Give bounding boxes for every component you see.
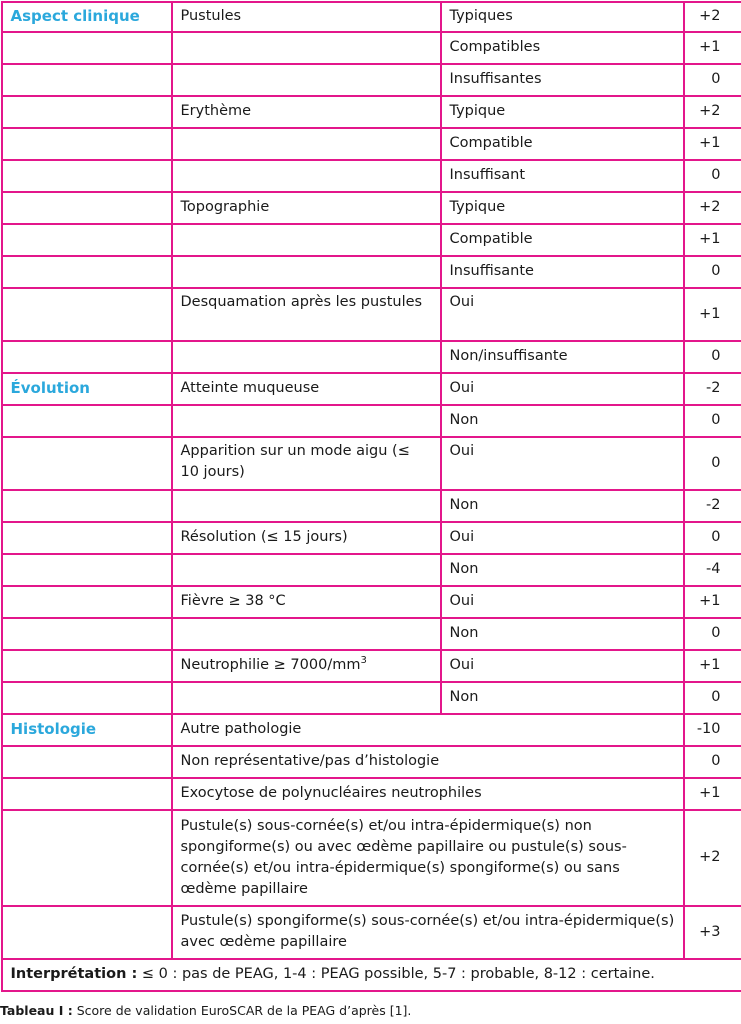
table-row [2, 714, 741, 746]
points-cell: 0 [684, 437, 741, 490]
histology-criterion-cell: Pustule(s) spongiforme(s) sous-cornée(s) et/ou intra-épidermique(s) avec œdème papillaire [172, 906, 684, 959]
points-cell: +2 [684, 810, 741, 906]
section-cell [2, 96, 172, 128]
caption-text: Score de validation EuroSCAR de la PEAG d’après [1]. [72, 1003, 412, 1018]
section-cell: Évolution [2, 373, 172, 405]
criterion-cell [172, 160, 441, 192]
points-cell: 0 [684, 522, 741, 554]
response-cell: Typiques [441, 2, 684, 32]
table-row [2, 906, 741, 959]
table-row [2, 405, 741, 437]
section-cell [2, 437, 172, 490]
section-cell [2, 778, 172, 810]
points-cell: +1 [684, 224, 741, 256]
section-cell [2, 405, 172, 437]
response-cell: Insuffisantes [441, 64, 684, 96]
points-cell: +1 [684, 32, 741, 64]
response-cell: Non [441, 554, 684, 586]
table-row [2, 256, 741, 288]
interpretation-cell [2, 959, 741, 991]
superscript-exponent: 3 [360, 655, 367, 667]
response-cell: Typique [441, 192, 684, 224]
response-cell: Oui [441, 288, 684, 341]
response-cell: Oui [441, 373, 684, 405]
section-cell [2, 32, 172, 64]
table-row [2, 128, 741, 160]
table-row [2, 288, 741, 341]
points-cell: 0 [684, 256, 741, 288]
section-cell: Aspect clinique [2, 2, 172, 32]
points-cell: -10 [684, 714, 741, 746]
criterion-cell [172, 341, 441, 373]
criterion-cell: Erythème [172, 96, 441, 128]
section-cell [2, 341, 172, 373]
section-cell [2, 746, 172, 778]
response-cell: Typique [441, 96, 684, 128]
table-row [2, 2, 741, 32]
table-caption [0, 1003, 411, 1018]
points-cell: -4 [684, 554, 741, 586]
response-cell: Insuffisant [441, 160, 684, 192]
section-cell [2, 618, 172, 650]
points-cell: +3 [684, 906, 741, 959]
criterion-cell: Topographie [172, 192, 441, 224]
table-row [2, 341, 741, 373]
table-row [2, 160, 741, 192]
response-cell: Non/insuffisante [441, 341, 684, 373]
table-row [2, 96, 741, 128]
section-cell [2, 224, 172, 256]
section-cell [2, 288, 172, 341]
section-cell [2, 256, 172, 288]
points-cell: 0 [684, 64, 741, 96]
points-cell: 0 [684, 746, 741, 778]
histology-criterion-cell: Pustule(s) sous-cornée(s) et/ou intra-épidermique(s) non spongiforme(s) ou avec œdème papillaire ou pustule(s) sous-cornée(s) et/ou intra-épidermique(s) spongiforme(s) ou sans œdème papillaire [172, 810, 684, 906]
points-cell: -2 [684, 373, 741, 405]
interpretation-label: Interprétation : [10, 966, 138, 982]
criterion-cell: Neutrophilie ≥ $7000/mm^3$ [172, 650, 441, 682]
points-cell: +1 [684, 650, 741, 682]
criterion-cell [172, 490, 441, 522]
section-cell [2, 64, 172, 96]
criterion-cell: Fièvre ≥ 38 °C [172, 586, 441, 618]
table-row [2, 554, 741, 586]
table-row [2, 746, 741, 778]
points-cell: 0 [684, 682, 741, 714]
caption-label: Tableau I : [0, 1003, 73, 1018]
table-row [2, 586, 741, 618]
points-cell: -2 [684, 490, 741, 522]
response-cell: Non [441, 618, 684, 650]
response-cell: Non [441, 490, 684, 522]
criterion-cell [172, 64, 441, 96]
table-row [2, 64, 741, 96]
table-row [2, 437, 741, 490]
section-cell [2, 586, 172, 618]
section-cell [2, 490, 172, 522]
interpretation-text: ≤ 0 : pas de PEAG, 1-4 : PEAG possible, 5-7 : probable, 8-12 : certaine. [137, 966, 655, 982]
points-cell: +1 [684, 128, 741, 160]
criterion-cell: Apparition sur un mode aigu (≤ 10 jours) [172, 437, 441, 490]
response-cell: Oui [441, 650, 684, 682]
table-row [2, 224, 741, 256]
table-row [2, 682, 741, 714]
interpretation-row [2, 959, 741, 991]
histology-criterion-cell: Exocytose de polynucléaires neutrophiles [172, 778, 684, 810]
table-row [2, 618, 741, 650]
table-row [2, 650, 741, 682]
points-cell: +2 [684, 2, 741, 32]
table-row [2, 373, 741, 405]
response-cell: Compatible [441, 128, 684, 160]
points-cell: 0 [684, 341, 741, 373]
response-cell: Non [441, 682, 684, 714]
criterion-cell: Résolution (≤ 15 jours) [172, 522, 441, 554]
criterion-cell [172, 32, 441, 64]
score-table-body [2, 2, 741, 991]
table-row [2, 192, 741, 224]
criterion-cell: Pustules [172, 2, 441, 32]
criterion-cell [172, 128, 441, 160]
criterion-cell [172, 405, 441, 437]
section-cell [2, 650, 172, 682]
response-cell: Non [441, 405, 684, 437]
points-cell: +2 [684, 192, 741, 224]
histology-criterion-cell: Autre pathologie [172, 714, 684, 746]
points-cell: +1 [684, 778, 741, 810]
section-cell [2, 160, 172, 192]
points-cell: +2 [684, 96, 741, 128]
response-cell: Oui [441, 586, 684, 618]
euroscar-score-table [1, 1, 741, 992]
criterion-cell [172, 256, 441, 288]
table-row [2, 522, 741, 554]
criterion-cell: Atteinte muqueuse [172, 373, 441, 405]
histology-criterion-cell: Non représentative/pas d’histologie [172, 746, 684, 778]
table-row [2, 778, 741, 810]
criterion-cell [172, 682, 441, 714]
section-cell [2, 810, 172, 906]
criterion-cell [172, 618, 441, 650]
section-cell [2, 192, 172, 224]
response-cell: Compatibles [441, 32, 684, 64]
points-cell: +1 [684, 288, 741, 341]
points-cell: 0 [684, 160, 741, 192]
section-cell [2, 682, 172, 714]
table-row [2, 490, 741, 522]
points-cell: 0 [684, 618, 741, 650]
section-cell [2, 554, 172, 586]
points-cell: 0 [684, 405, 741, 437]
response-cell: Oui [441, 522, 684, 554]
table-row [2, 810, 741, 906]
criterion-cell [172, 554, 441, 586]
response-cell: Oui [441, 437, 684, 490]
points-cell: +1 [684, 586, 741, 618]
criterion-cell [172, 224, 441, 256]
section-cell [2, 128, 172, 160]
response-cell: Insuffisante [441, 256, 684, 288]
section-cell: Histologie [2, 714, 172, 746]
section-cell [2, 522, 172, 554]
criterion-cell: Desquamation après les pustules [172, 288, 441, 341]
section-cell [2, 906, 172, 959]
response-cell: Compatible [441, 224, 684, 256]
table-row [2, 32, 741, 64]
